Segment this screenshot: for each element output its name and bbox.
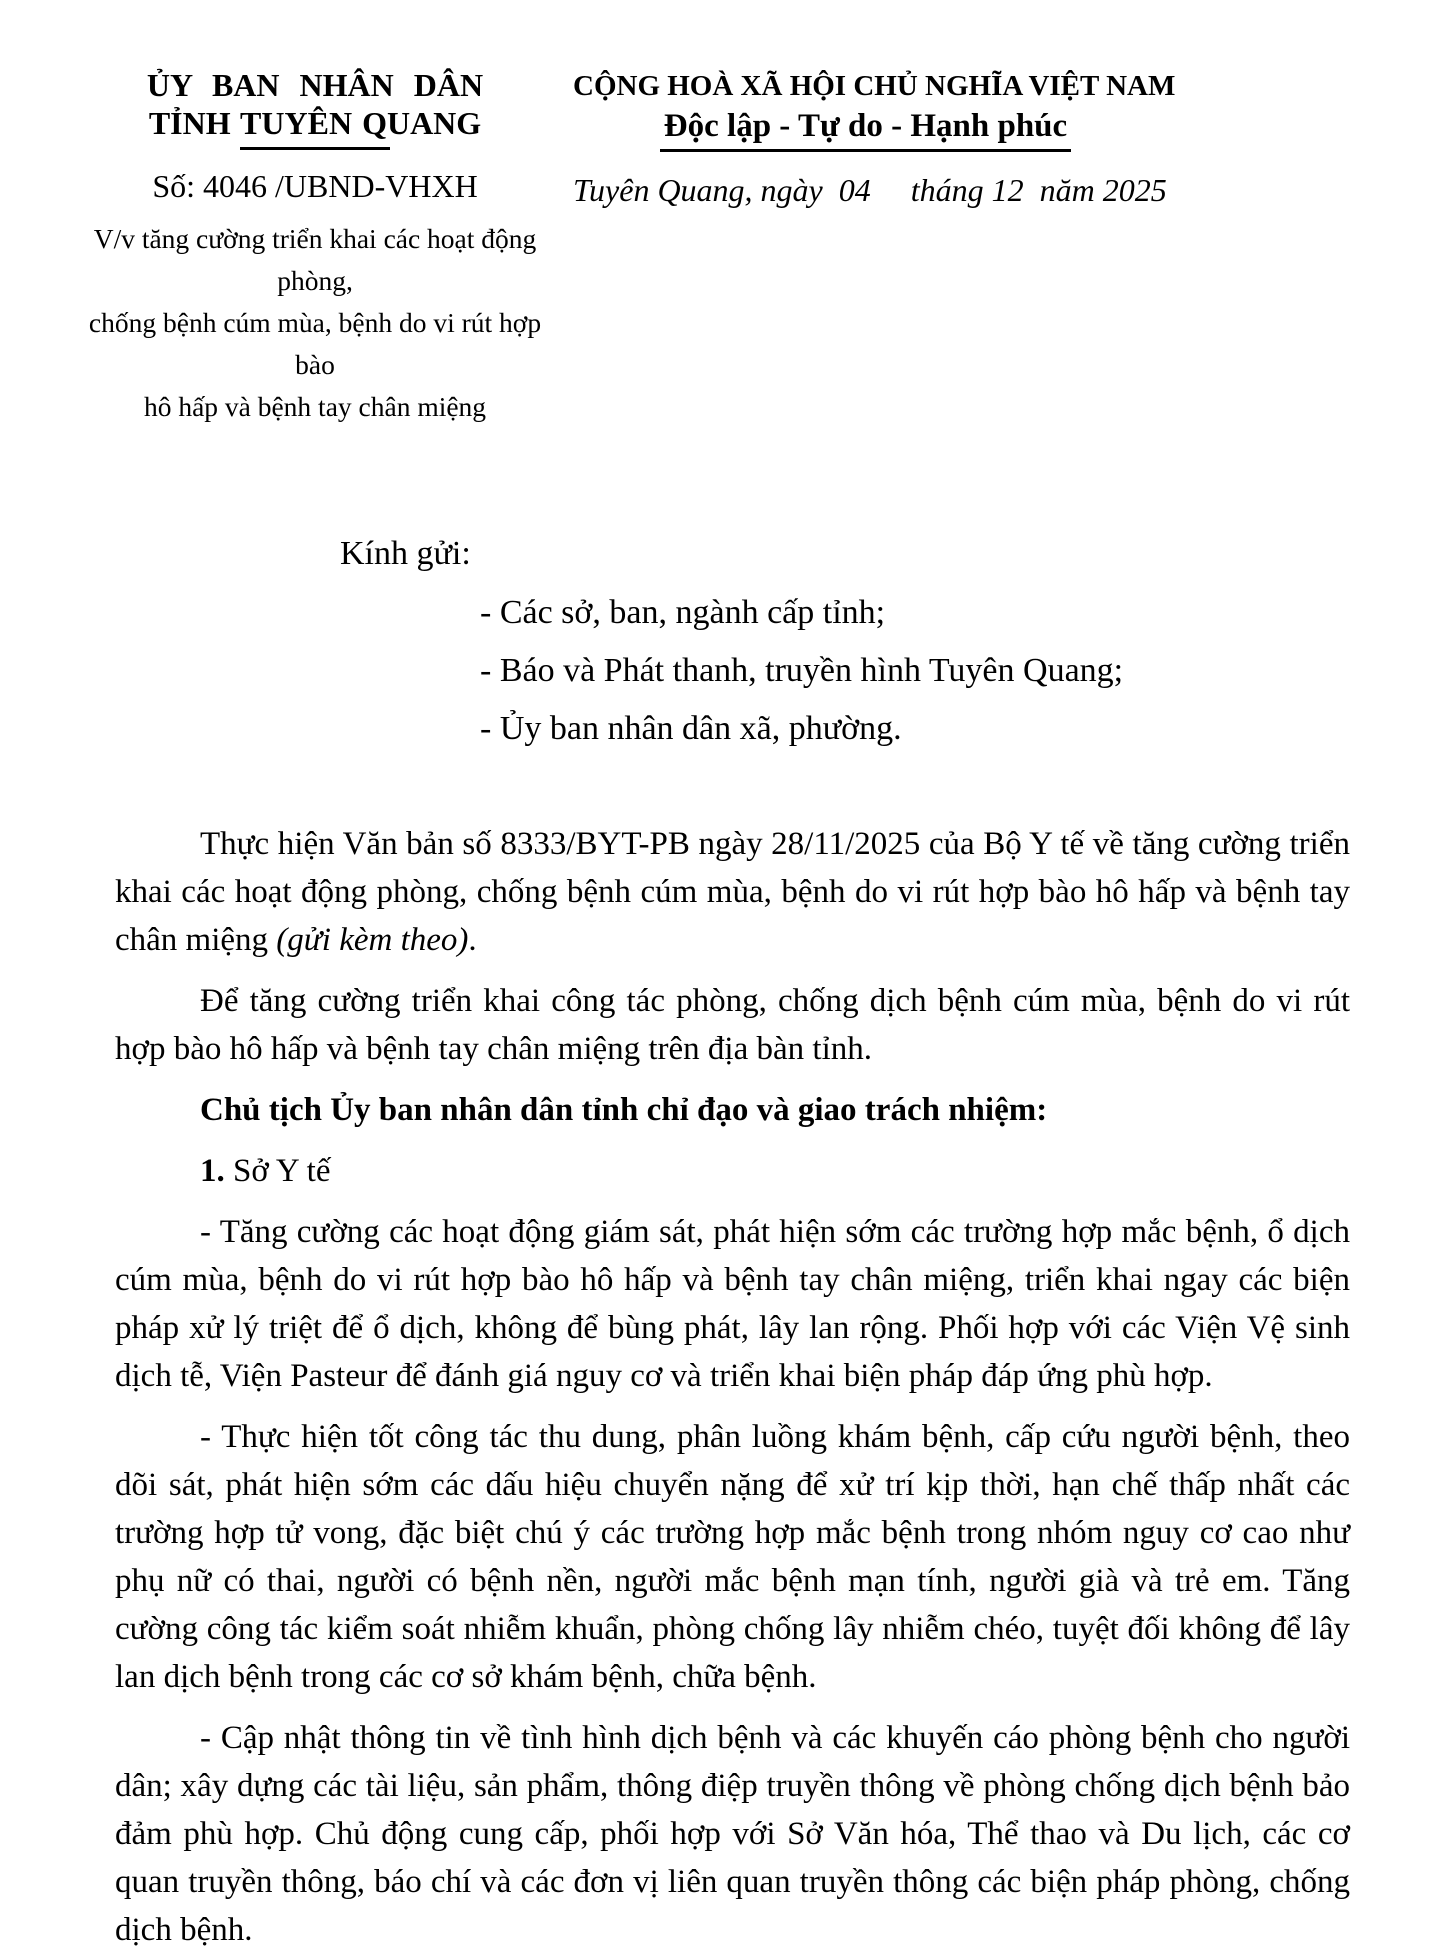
recipient-item-3: - Ủy ban nhân dân xã, phường. bbox=[480, 710, 902, 747]
paragraph-purpose: Để tăng cường triển khai công tác phòng, chống dịch bệnh cúm mùa, bệnh do vi rút hợp bào hô hấp và bệnh tay chân miệng trên địa bàn tỉnh. bbox=[115, 983, 1350, 1067]
national-title: CỘNG HOÀ XÃ HỘI CHỦ NGHĨA VIỆT NAM bbox=[573, 70, 1176, 102]
recipient-list bbox=[480, 584, 1443, 758]
issuing-authority-province: TỈNH TUYÊN QUANG bbox=[148, 105, 482, 141]
paragraph-reference-period: . bbox=[468, 922, 477, 958]
national-motto-block bbox=[573, 66, 1176, 428]
national-motto: Độc lập - Tự do - Hạnh phúc bbox=[660, 106, 1071, 152]
document-subject bbox=[75, 218, 555, 428]
subject-line-3: hô hấp và bệnh tay chân miệng bbox=[143, 391, 487, 422]
issuing-authority-block bbox=[75, 66, 555, 428]
salutation-block bbox=[0, 530, 1443, 758]
recipient-item-2: - Báo và Phát thanh, truyền hình Tuyên Quang; bbox=[480, 652, 1124, 689]
place-date-line: Tuyên Quang, ngày 04 tháng 12 năm 2025 bbox=[573, 172, 1167, 208]
section-1-name: Sở Y tế bbox=[224, 1153, 331, 1189]
document-body bbox=[0, 758, 1443, 1954]
recipient-item-1: - Các sở, ban, ngành cấp tỉnh; bbox=[480, 594, 886, 631]
header-left-divider bbox=[240, 147, 390, 150]
directive-heading: Chủ tịch Ủy ban nhân dân tỉnh chỉ đạo và giao trách nhiệm: bbox=[200, 1092, 1048, 1128]
section-1-title bbox=[115, 1147, 1350, 1195]
paragraph-reference-text: Thực hiện Văn bản số 8333/BYT-PB ngày 28/11/2025 của Bộ Y tế về tăng cường triển khai các hoạt động phòng, chống bệnh cúm mùa, bệnh do vi rút hợp bào hô hấp và bệnh tay chân miệng bbox=[115, 826, 1350, 958]
paragraph-reference bbox=[115, 820, 1350, 964]
national-motto-wrap bbox=[573, 106, 1158, 152]
subject-line-2: chống bệnh cúm mùa, bệnh do vi rút hợp bào bbox=[88, 307, 542, 380]
section-1-paragraph-3: - Cập nhật thông tin về tình hình dịch bệnh và các khuyến cáo phòng bệnh cho người dân; xây dựng các tài liệu, sản phẩm, thông điệp truyền thông về phòng chống dịch bệnh bảo đảm phù hợp. Chủ động cung cấp, phối hợp với Sở Văn hóa, Thể thao và Du lịch, các cơ quan truyền thông, báo chí và các đơn vị liên quan truyền thông các biện pháp phòng, chống dịch bệnh. bbox=[115, 1720, 1350, 1948]
paragraph-reference-attachment-note: (gửi kèm theo) bbox=[276, 922, 469, 958]
section-1-paragraph-1: - Tăng cường các hoạt động giám sát, phát hiện sớm các trường hợp mắc bệnh, ổ dịch cúm mùa, bệnh do vi rút hợp bào hô hấp và bệnh tay chân miệng, triển khai ngay các biện pháp xử lý triệt để ổ dịch, không để bùng phát, lây lan rộng. Phối hợp với các Viện Vệ sinh dịch tễ, Viện Pasteur để đánh giá nguy cơ và triển khai biện pháp đáp ứng phù hợp. bbox=[115, 1214, 1350, 1394]
salutation-label: Kính gửi: bbox=[340, 535, 471, 572]
document-number: Số: 4046 /UBND-VHXH bbox=[152, 168, 478, 204]
issuing-authority-name: ỦY BAN NHÂN DÂN bbox=[146, 67, 484, 103]
subject-line-1: V/v tăng cường triển khai các hoạt động phòng, bbox=[93, 223, 537, 296]
section-1-paragraph-2: - Thực hiện tốt công tác thu dung, phân luồng khám bệnh, cấp cứu người bệnh, theo dõi sát, phát hiện sớm các dấu hiệu chuyển nặng để xử trí kịp thời, hạn chế thấp nhất các trường hợp tử vong, đặc biệt chú ý các trường hợp mắc bệnh trong nhóm nguy cơ cao như phụ nữ có thai, người có bệnh nền, người mắc bệnh mạn tính, người già và trẻ em. Tăng cường công tác kiểm soát nhiễm khuẩn, phòng chống lây nhiễm chéo, tuyệt đối không để lây lan dịch bệnh trong các cơ sở khám bệnh, chữa bệnh. bbox=[115, 1419, 1350, 1695]
document-header bbox=[0, 0, 1443, 428]
section-1-number: 1. bbox=[200, 1153, 225, 1189]
